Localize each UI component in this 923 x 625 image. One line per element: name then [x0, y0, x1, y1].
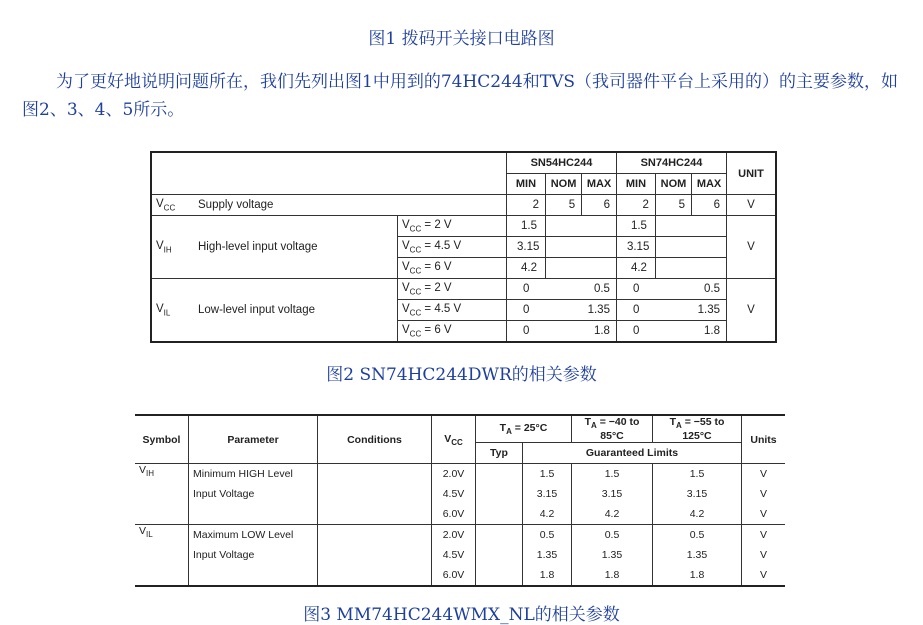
symbol-cell: $V_{CC}$ — [151, 195, 194, 216]
conditions-header: Conditions — [318, 415, 432, 464]
ta-125-header: $T_A = -55$ to 125°C — [653, 415, 742, 443]
value-cell: 0 — [507, 321, 546, 343]
value-cell: 3.15 — [616, 237, 655, 258]
value-cell: 3.15 — [507, 237, 546, 258]
vcc-cell: 4.5V — [432, 545, 476, 565]
unit-cell: V — [727, 279, 777, 343]
value-cell: 4.2 — [653, 504, 742, 525]
unit-cell: V — [742, 484, 786, 504]
unit-cell: V — [742, 525, 786, 546]
condition-cell: $V_{CC} = 2$ V — [398, 279, 507, 300]
table-row — [135, 484, 785, 504]
symbol-cell: $V_{IL}$ — [135, 525, 189, 587]
value-cell: 1.35 — [523, 545, 572, 565]
value-cell: 5 — [545, 195, 581, 216]
ta-85-header: $T_A = -40$ to 85°C — [572, 415, 653, 443]
symbol-cell: $V_{IH}$ — [135, 464, 189, 525]
typ-header: Typ — [476, 443, 523, 464]
value-cell: 1.35 — [692, 300, 727, 321]
units-header: Units — [742, 415, 786, 464]
value-cell: 1.5 — [523, 464, 572, 485]
value-cell: 0.5 — [523, 525, 572, 546]
parameter-cell: Maximum LOW Level — [189, 525, 318, 546]
value-cell: 0.5 — [653, 525, 742, 546]
figure-1-caption: 图1 拨码开关接口电路图 — [368, 29, 555, 49]
parameter-cell: Input Voltage — [189, 484, 318, 504]
value-cell: 5 — [655, 195, 691, 216]
value-cell: 2 — [616, 195, 655, 216]
value-cell: 1.5 — [653, 464, 742, 485]
unit-cell: V — [742, 464, 786, 485]
unit-cell: V — [727, 216, 777, 279]
value-cell: 1.5 — [507, 216, 546, 237]
symbol-cell: $V_{IL}$ — [151, 279, 194, 343]
subcol-header: MAX — [692, 174, 727, 195]
value-cell: 1.8 — [582, 321, 617, 343]
table-row — [135, 464, 785, 485]
unit-cell: V — [742, 565, 786, 586]
guaranteed-limits-header: Guaranteed Limits — [523, 443, 742, 464]
vcc-cell: 6.0V — [432, 565, 476, 586]
symbol-header: Symbol — [135, 415, 189, 464]
symbol-cell: $V_{IH}$ — [151, 216, 194, 279]
value-cell: 2 — [507, 195, 546, 216]
table-row — [151, 195, 776, 216]
value-cell: 6 — [692, 195, 727, 216]
value-cell: 1.8 — [572, 565, 653, 586]
vcc-cell: 4.5V — [432, 484, 476, 504]
subcol-header: MIN — [507, 174, 546, 195]
value-cell: 1.35 — [582, 300, 617, 321]
condition-cell: $V_{CC} = 4.5$ V — [398, 237, 507, 258]
value-cell: 4.2 — [572, 504, 653, 525]
description-cell: High-level input voltage — [194, 216, 398, 279]
unit-cell: V — [742, 545, 786, 565]
value-cell: 1.5 — [616, 216, 655, 237]
figure-3-caption: 图3 MM74HC244WMX_NL的相关参数 — [303, 605, 620, 625]
table-row — [135, 565, 785, 586]
table-row — [151, 216, 776, 237]
unit-cell: V — [742, 504, 786, 525]
vcc-cell: 2.0V — [432, 464, 476, 485]
parameter-header: Parameter — [189, 415, 318, 464]
table-row — [135, 415, 785, 443]
value-cell: 0 — [616, 321, 655, 343]
figure-2-caption: 图2 SN74HC244DWR的相关参数 — [326, 365, 597, 385]
description-cell: Low-level input voltage — [194, 279, 398, 343]
sn74hc244-table — [150, 151, 777, 343]
value-cell: 0.5 — [692, 279, 727, 300]
value-cell: 1.5 — [572, 464, 653, 485]
table-row — [151, 152, 776, 174]
table-row — [151, 279, 776, 300]
table-row — [135, 504, 785, 525]
value-cell: 1.35 — [572, 545, 653, 565]
value-cell: 0.5 — [582, 279, 617, 300]
group-header-sn74: SN74HC244 — [616, 152, 726, 174]
condition-cell: $V_{CC} = 6$ V — [398, 321, 507, 343]
condition-cell: $V_{CC} = 4.5$ V — [398, 300, 507, 321]
value-cell: 4.2 — [523, 504, 572, 525]
ta-25-header: $T_A = 25^\circ C$ — [476, 415, 572, 443]
value-cell: 0 — [507, 279, 546, 300]
subcol-header: MIN — [616, 174, 655, 195]
value-cell: 4.2 — [507, 258, 546, 279]
value-cell: 1.35 — [653, 545, 742, 565]
value-cell: 1.8 — [523, 565, 572, 586]
group-header-sn54: SN54HC244 — [507, 152, 617, 174]
vcc-cell: 2.0V — [432, 525, 476, 546]
subcol-header: MAX — [582, 174, 617, 195]
value-cell: 0 — [507, 300, 546, 321]
subcol-header: NOM — [655, 174, 691, 195]
table-row — [135, 525, 785, 546]
parameter-cell: Input Voltage — [189, 545, 318, 565]
vcc-header: $V_{CC}$ — [432, 415, 476, 464]
value-cell: 1.8 — [653, 565, 742, 586]
subcol-header: NOM — [545, 174, 581, 195]
value-cell: 1.8 — [692, 321, 727, 343]
value-cell: 0 — [616, 300, 655, 321]
parameter-cell: Minimum HIGH Level — [189, 464, 318, 485]
condition-cell: $V_{CC} = 2$ V — [398, 216, 507, 237]
mm74hc244-table — [135, 414, 785, 587]
table-row — [135, 545, 785, 565]
value-cell: 3.15 — [572, 484, 653, 504]
unit-header: UNIT — [727, 152, 777, 195]
value-cell: 3.15 — [523, 484, 572, 504]
condition-cell: $V_{CC} = 6$ V — [398, 258, 507, 279]
value-cell: 4.2 — [616, 258, 655, 279]
value-cell: 3.15 — [653, 484, 742, 504]
unit-cell: V — [727, 195, 777, 216]
value-cell: 6 — [582, 195, 617, 216]
vcc-cell: 6.0V — [432, 504, 476, 525]
description-cell: Supply voltage — [194, 195, 507, 216]
intro-paragraph: 为了更好地说明问题所在，我们先列出图1中用到的74HC244和TVS（我司器件平台上采用的）的主要参数，如图2、3、4、5所示。 — [22, 72, 898, 120]
value-cell: 0.5 — [572, 525, 653, 546]
value-cell: 0 — [616, 279, 655, 300]
